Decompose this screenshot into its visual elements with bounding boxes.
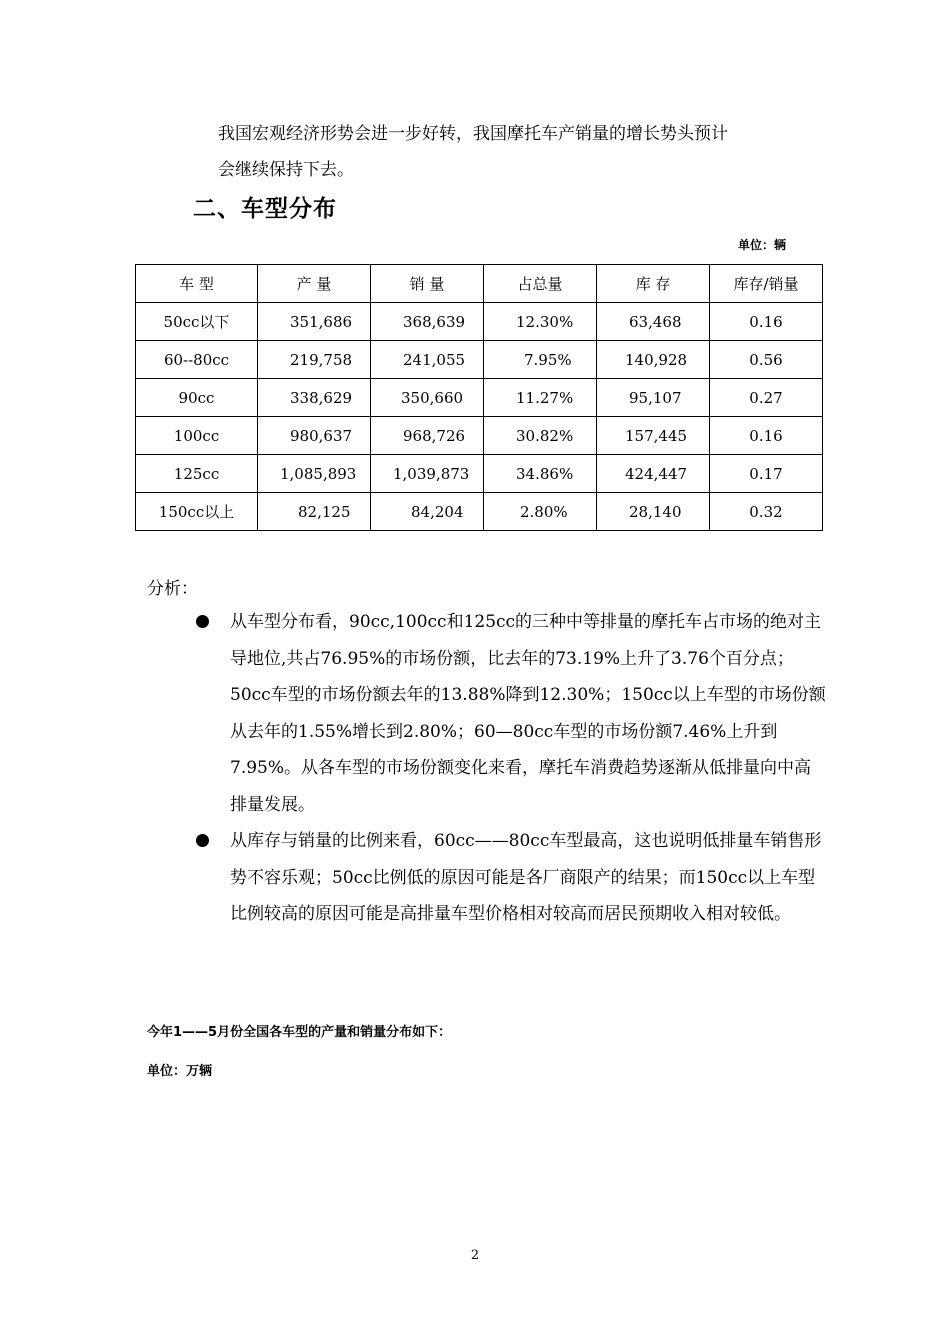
- table-row: [136, 455, 823, 493]
- table-cell: 82,125: [258, 493, 371, 531]
- unit-label-vehicles: 单位：辆: [738, 238, 787, 252]
- table-cell: 350,660: [371, 379, 484, 417]
- header-cell: 车 型: [136, 265, 258, 303]
- bullet-dot-icon: [196, 834, 209, 847]
- table-cell: 28,140: [597, 493, 710, 531]
- table-row: [136, 303, 823, 341]
- table-cell: 968,726: [371, 417, 484, 455]
- table-cell: 125cc: [136, 455, 258, 493]
- table-cell: 1,039,873: [371, 455, 484, 493]
- table-cell: 219,758: [258, 341, 371, 379]
- table-cell: 2.80%: [484, 493, 597, 531]
- distribution-note: 今年1——5月份全国各车型的产量和销量分布如下：: [147, 1025, 452, 1040]
- intro-line-1: 我国宏观经济形势会进一步好转，我国摩托车产销量的增长势头预计: [218, 124, 728, 144]
- table-cell: 50cc以下: [136, 303, 258, 341]
- table-cell: 1,085,893: [258, 455, 371, 493]
- table-cell: 95,107: [597, 379, 710, 417]
- table-cell: 63,468: [597, 303, 710, 341]
- table-cell: 0.17: [710, 455, 823, 493]
- table-cell: 0.32: [710, 493, 823, 531]
- table-cell: 424,447: [597, 455, 710, 493]
- table-row: [136, 417, 823, 455]
- unit-label-ten-thousand: 单位：万辆: [147, 1064, 213, 1079]
- table-cell: 60--80cc: [136, 341, 258, 379]
- list-item: [196, 823, 826, 933]
- analysis-label: 分析：: [147, 579, 198, 599]
- table-cell: 0.27: [710, 379, 823, 417]
- table-cell: 980,637: [258, 417, 371, 455]
- vehicle-type-table: [135, 264, 823, 531]
- table-cell: 157,445: [597, 417, 710, 455]
- section-heading: 二、车型分布: [193, 196, 337, 222]
- intro-line-2: 会继续保持下去。: [218, 160, 354, 180]
- bullet-text: 从车型分布看，90cc,100cc和125cc的三种中等排量的摩托车占市场的绝对主导地位,共占76.95%的市场份额，比去年的73.19%上升了3.76个百分点；50cc车型的市场份额去年的13.88%降到12.30%；150cc以上车型的市场份额从去年的1.55%增长到2.80%；60—80cc车型的市场份额7.46%上升到7.95%。从各车型的市场份额变化来看，摩托车消费趋势逐渐从低排量向中高排量发展。: [230, 612, 826, 815]
- header-cell: 产 量: [258, 265, 371, 303]
- page-number: 2: [470, 1248, 480, 1263]
- table-row: [136, 341, 823, 379]
- table-cell: 100cc: [136, 417, 258, 455]
- table-cell: 241,055: [371, 341, 484, 379]
- header-cell: 销 量: [371, 265, 484, 303]
- intro-paragraph: [218, 116, 818, 188]
- table-cell: 338,629: [258, 379, 371, 417]
- bullet-dot-icon: [196, 615, 209, 628]
- table-cell: 351,686: [258, 303, 371, 341]
- header-cell: 库存/销量: [710, 265, 823, 303]
- table-cell: 7.95%: [484, 341, 597, 379]
- bullet-text: 从库存与销量的比例来看，60cc——80cc车型最高，这也说明低排量车销售形势不容乐观；50cc比例低的原因可能是各厂商限产的结果；而150cc以上车型比例较高的原因可能是高排量车型价格相对较高而居民预期收入相对较低。: [230, 831, 822, 924]
- header-cell: 占总量: [484, 265, 597, 303]
- table-cell: 140,928: [597, 341, 710, 379]
- table-cell: 34.86%: [484, 455, 597, 493]
- table-cell: 368,639: [371, 303, 484, 341]
- table-cell: 90cc: [136, 379, 258, 417]
- table-cell: 150cc以上: [136, 493, 258, 531]
- table-row: [136, 493, 823, 531]
- table-header-row: [136, 265, 823, 303]
- table-cell: 12.30%: [484, 303, 597, 341]
- table-cell: 30.82%: [484, 417, 597, 455]
- table-cell: 0.16: [710, 417, 823, 455]
- header-cell: 库 存: [597, 265, 710, 303]
- table-row: [136, 379, 823, 417]
- list-item: [196, 604, 826, 823]
- table-cell: 84,204: [371, 493, 484, 531]
- analysis-bullets: [196, 604, 826, 933]
- table-cell: 11.27%: [484, 379, 597, 417]
- table-cell: 0.16: [710, 303, 823, 341]
- table-cell: 0.56: [710, 341, 823, 379]
